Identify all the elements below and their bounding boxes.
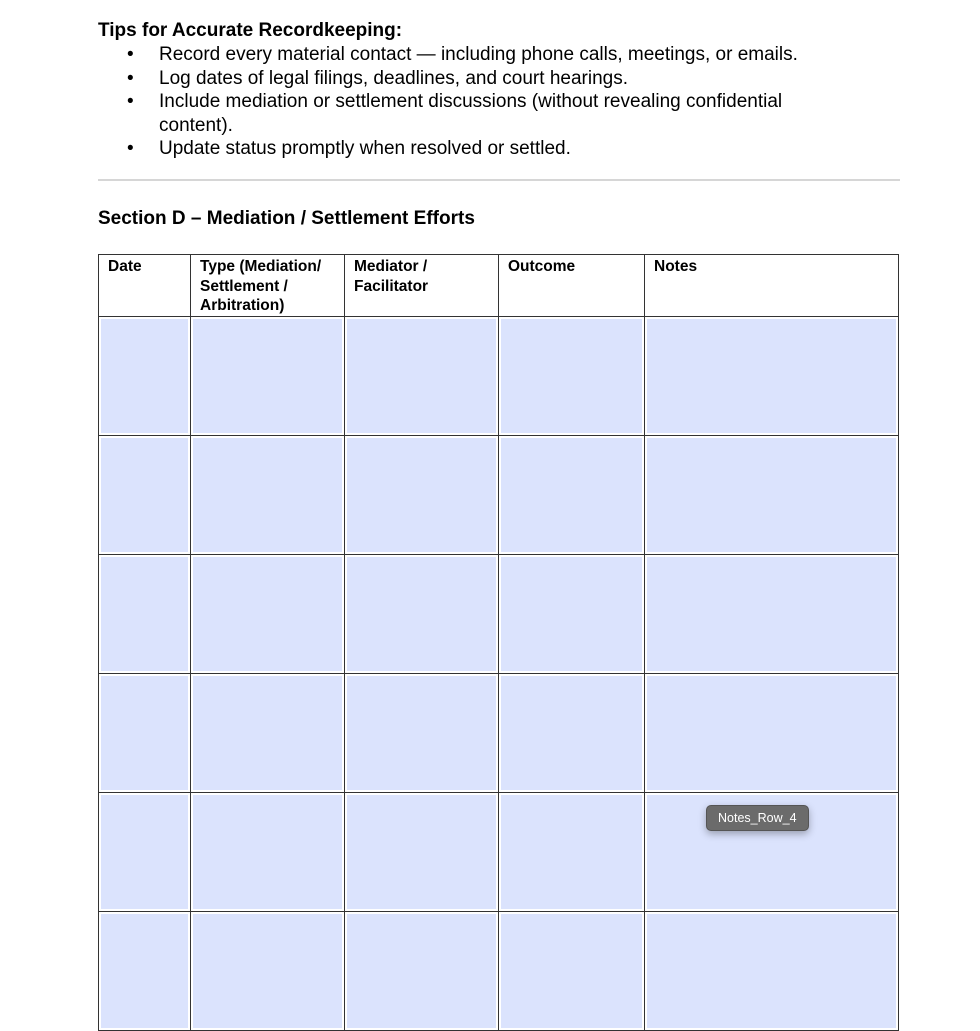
table-cell [99,555,191,674]
table-cell [191,436,345,555]
mediator-field-row-1[interactable] [347,438,496,552]
table-cell [99,674,191,793]
table-cell [645,912,899,1031]
date-field-row-3[interactable] [101,676,188,790]
outcome-field-row-2[interactable] [501,557,642,671]
table-cell [345,317,499,436]
type-field-row-0[interactable] [193,319,342,433]
table-cell [191,793,345,912]
mediator-field-row-3[interactable] [347,676,496,790]
table-cell [191,555,345,674]
column-header-date: Date [99,255,191,317]
notes-field-row-3[interactable] [647,676,896,790]
date-field-row-2[interactable] [101,557,188,671]
table-cell [499,555,645,674]
mediator-field-row-2[interactable] [347,557,496,671]
table-cell [191,317,345,436]
date-field-row-4[interactable] [101,795,188,909]
type-field-row-1[interactable] [193,438,342,552]
column-header-type: Type (Mediation/ Settlement / Arbitration) [191,255,345,317]
date-field-row-0[interactable] [101,319,188,433]
outcome-field-row-0[interactable] [501,319,642,433]
table-row [99,912,899,1031]
table-cell [191,912,345,1031]
table-row [99,317,899,436]
outcome-field-row-3[interactable] [501,676,642,790]
table-cell [645,317,899,436]
tips-list [98,43,858,161]
notes-field-row-2[interactable] [647,557,896,671]
type-field-row-3[interactable] [193,676,342,790]
type-field-row-4[interactable] [193,795,342,909]
notes-field-row-5[interactable] [647,914,896,1028]
table-row [99,674,899,793]
table-cell [99,436,191,555]
divider [98,179,900,181]
date-field-row-5[interactable] [101,914,188,1028]
table-cell [99,317,191,436]
table-cell [345,555,499,674]
mediator-field-row-4[interactable] [347,795,496,909]
table-cell [499,674,645,793]
tip-item: • Include mediation or settlement discussions (without revealing confidential content). [98,90,858,137]
column-header-mediator: Mediator / Facilitator [345,255,499,317]
field-tooltip: Notes_Row_4 [706,805,809,831]
section-title: Section D – Mediation / Settlement Efforts [98,208,475,229]
outcome-field-row-5[interactable] [501,914,642,1028]
table-cell [645,436,899,555]
date-field-row-1[interactable] [101,438,188,552]
tip-item: • Log dates of legal filings, deadlines, and court hearings. [98,67,858,91]
column-header-notes: Notes [645,255,899,317]
tip-item: • Update status promptly when resolved or settled. [98,137,858,161]
table-header-row [99,255,899,317]
table-cell [99,912,191,1031]
tip-item: • Record every material contact — including phone calls, meetings, or emails. [98,43,858,67]
type-field-row-5[interactable] [193,914,342,1028]
table-cell [99,793,191,912]
type-field-row-2[interactable] [193,557,342,671]
table-cell [345,793,499,912]
table-cell [345,436,499,555]
table-cell [345,674,499,793]
notes-field-row-1[interactable] [647,438,896,552]
mediator-field-row-5[interactable] [347,914,496,1028]
table-cell [499,912,645,1031]
table-cell [345,912,499,1031]
tips-heading: Tips for Accurate Recordkeeping: [98,20,403,41]
table-row [99,555,899,674]
notes-field-row-0[interactable] [647,319,896,433]
outcome-field-row-1[interactable] [501,438,642,552]
outcome-field-row-4[interactable] [501,795,642,909]
table-row [99,436,899,555]
column-header-outcome: Outcome [499,255,645,317]
table-cell [191,674,345,793]
table-cell [499,436,645,555]
mediator-field-row-0[interactable] [347,319,496,433]
mediation-table [98,254,899,1031]
table-cell [645,555,899,674]
table-cell [499,793,645,912]
table-cell [499,317,645,436]
table-cell [645,674,899,793]
